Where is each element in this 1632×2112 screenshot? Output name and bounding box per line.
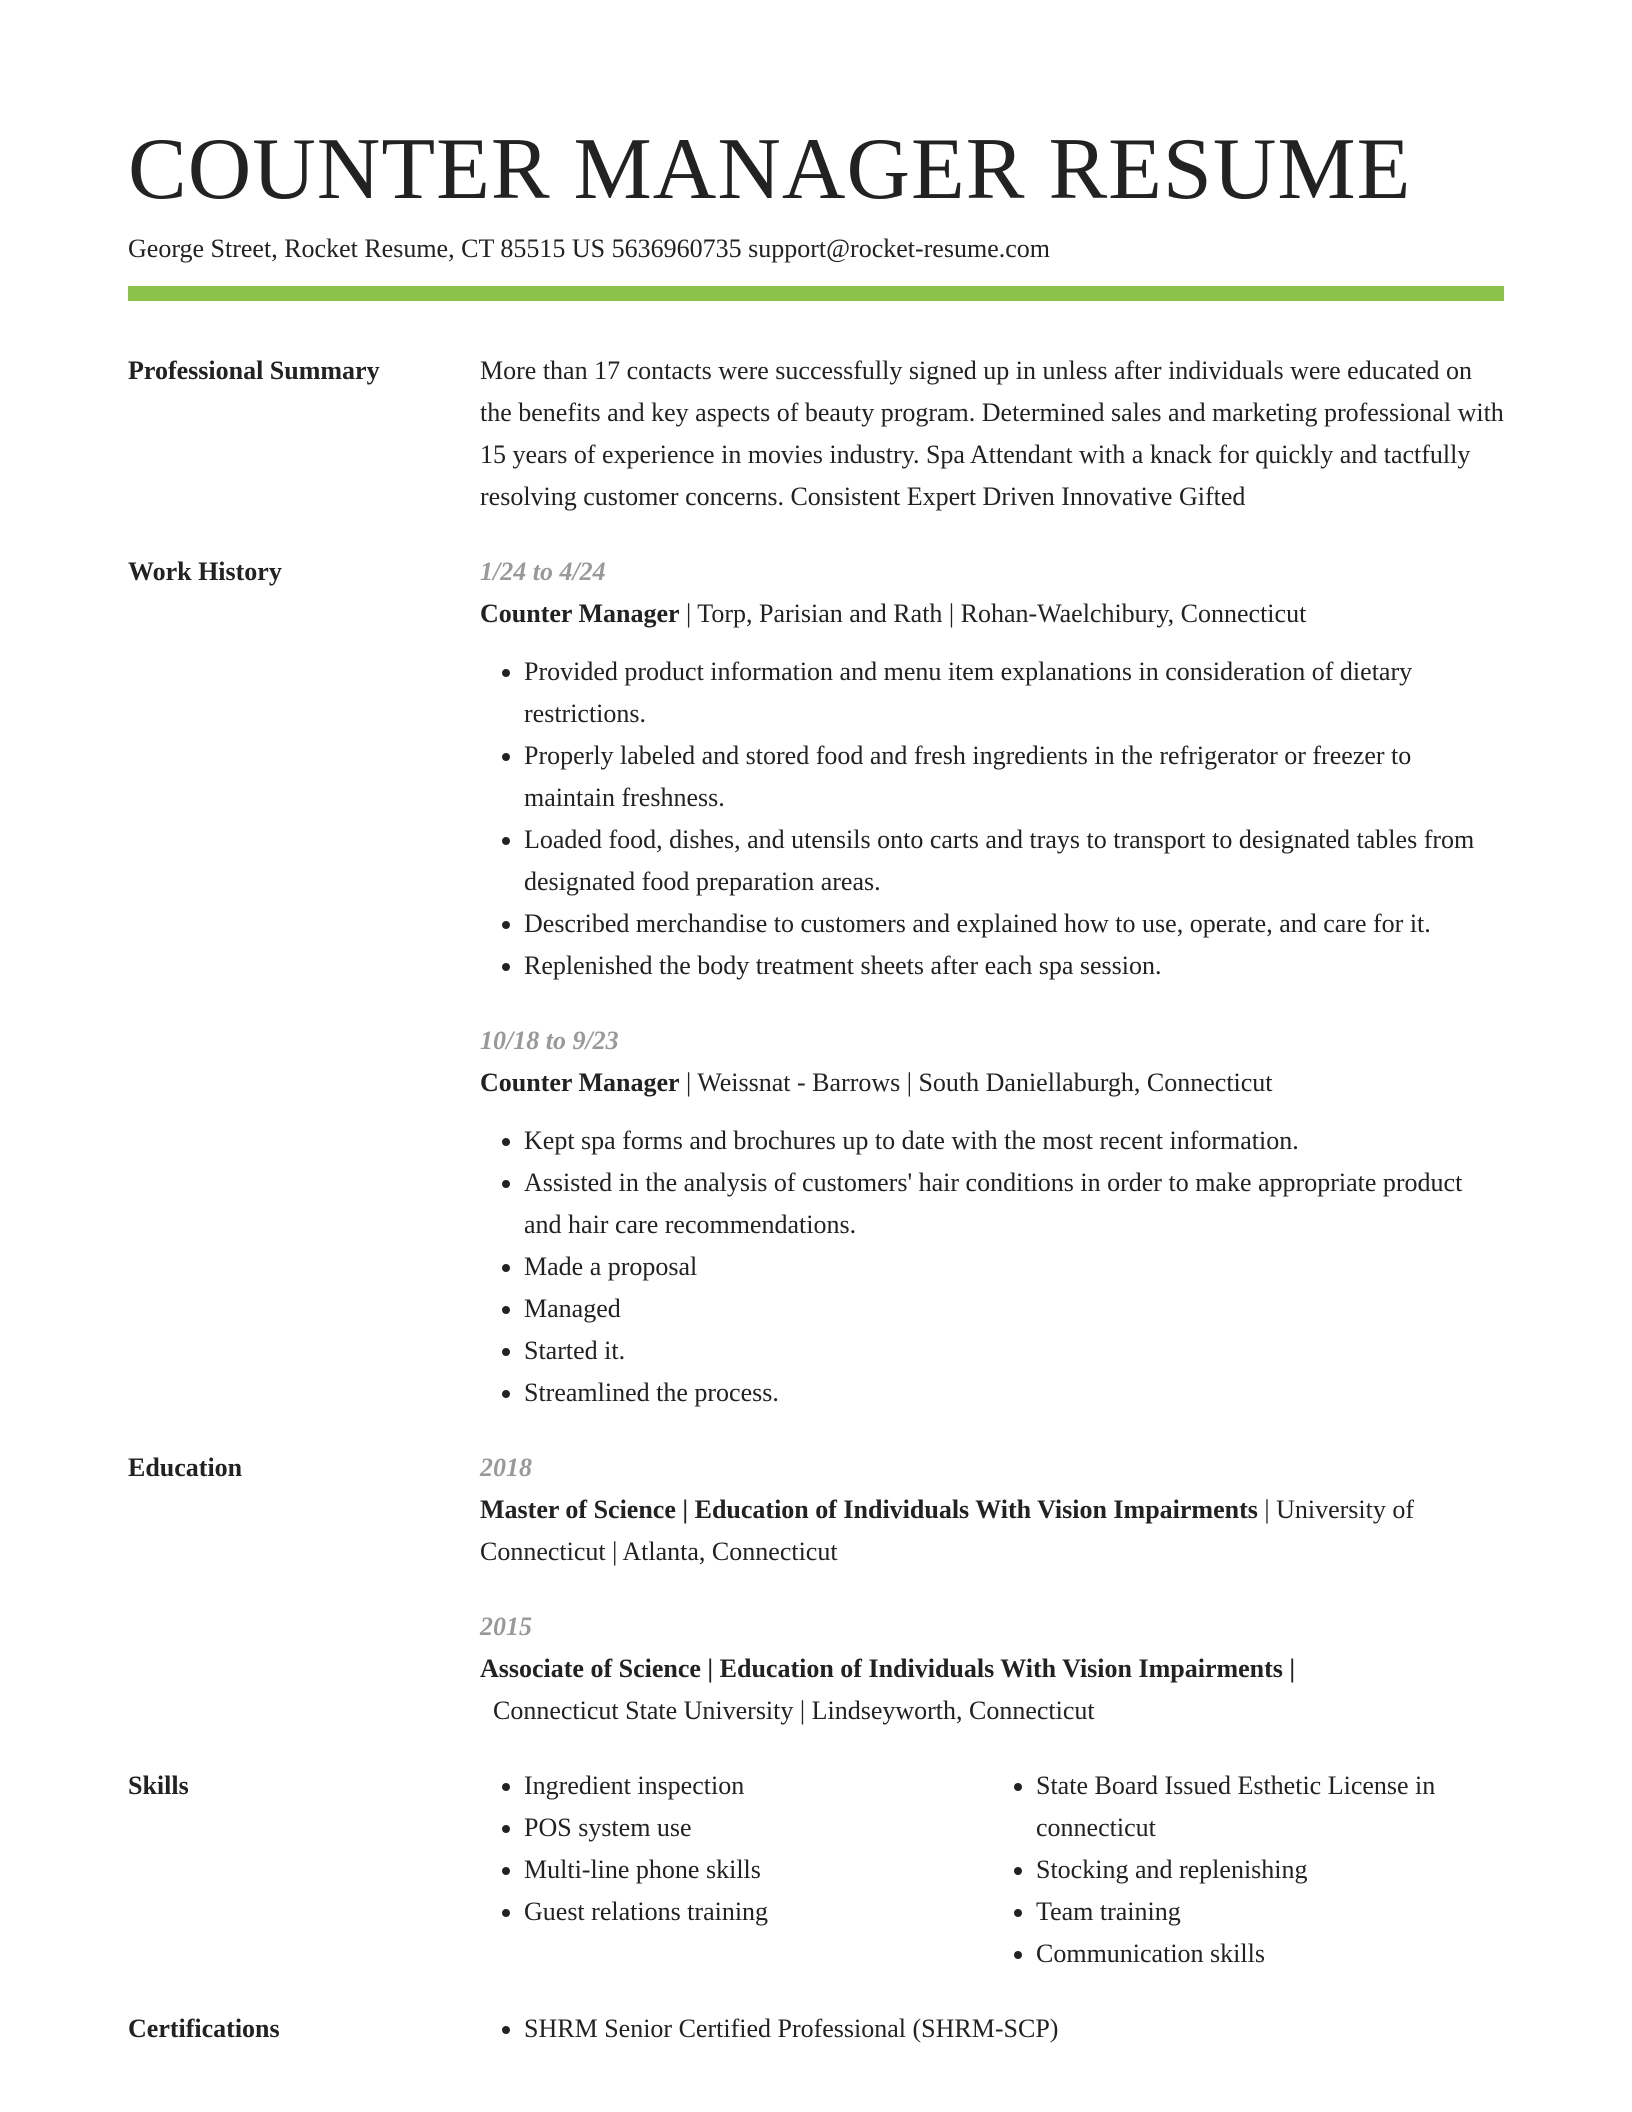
section-education	[128, 1447, 1504, 1732]
education-details: | University of Connecticut | Atlanta, Connecticut	[480, 1495, 1415, 1566]
skill-item: • State Board Issued Esthetic License in connecticut	[1036, 1765, 1504, 1849]
job-title: Counter Manager	[480, 1068, 680, 1097]
education-entry	[480, 1606, 1504, 1732]
resume-sections	[128, 350, 1504, 2083]
resume-title: COUNTER MANAGER RESUME	[128, 121, 1412, 218]
skill-item: • Team training	[1036, 1891, 1504, 1933]
list-item: • Loaded food, dishes, and utensils onto carts and trays to transport to designated tables from designated food preparation areas.	[524, 819, 1504, 903]
skill-item: • Ingredient inspection	[524, 1765, 992, 1807]
section-summary	[128, 350, 1504, 518]
job-line	[480, 593, 1504, 635]
degree: Associate of Science | Education of Individuals With Vision Impairments |	[480, 1654, 1296, 1683]
job-details: | Weissnat - Barrows | South Daniellaburgh, Connecticut	[679, 1068, 1273, 1097]
list-item: • Provided product information and menu item explanations in consideration of dietary restrictions.	[524, 651, 1504, 735]
list-item: • Replenished the body treatment sheets after each spa session.	[524, 945, 1504, 987]
job-dates: 1/24 to 4/24	[480, 557, 606, 586]
job-bullets	[480, 1120, 1504, 1414]
list-item: • Described merchandise to customers and explained how to use, operate, and care for it.	[524, 903, 1504, 945]
certification-item: • SHRM Senior Certified Professional (SHRM-SCP)	[524, 2008, 1504, 2050]
summary-text: More than 17 contacts were successfully signed up in unless after individuals were educated on the benefits and key aspects of beauty program. Determined sales and marketing professional with 15 years of experience in movies industry. Spa Attendant with a knack for quickly and tactfully resolving customer concerns. Consistent Expert Driven Innovative Gifted	[480, 356, 1504, 511]
job-details: | Torp, Parisian and Rath | Rohan-Waelchibury, Connecticut	[679, 599, 1307, 628]
list-item: • Properly labeled and stored food and fresh ingredients in the refrigerator or freezer to maintain freshness.	[524, 735, 1504, 819]
section-heading: Certifications	[128, 2014, 280, 2043]
skill-item: • Communication skills	[1036, 1933, 1504, 1975]
skill-item: • Stocking and replenishing	[1036, 1849, 1504, 1891]
job-bullets	[480, 651, 1504, 987]
skill-item: • Guest relations training	[524, 1891, 992, 1933]
accent-rule	[128, 286, 1504, 301]
list-item: • Assisted in the analysis of customers' hair conditions in order to make appropriate product and hair care recommendations.	[524, 1162, 1504, 1246]
education-entry	[480, 1447, 1504, 1573]
skills-list-right	[992, 1765, 1504, 1975]
list-item: • Kept spa forms and brochures up to date with the most recent information.	[524, 1120, 1504, 1162]
section-heading: Education	[128, 1453, 243, 1482]
list-item: • Made a proposal	[524, 1246, 1504, 1288]
skills-columns	[480, 1765, 1504, 1975]
job-entry	[480, 551, 1504, 987]
section-heading: Skills	[128, 1771, 189, 1800]
contact-line: George Street, Rocket Resume, CT 85515 US 5636960735 support@rocket-resume.com	[128, 234, 1050, 263]
degree: Master of Science | Education of Individuals With Vision Impairments	[480, 1495, 1258, 1524]
education-line	[480, 1648, 1504, 1732]
skills-list-left	[480, 1765, 992, 1975]
education-details: Connecticut State University | Lindseyworth, Connecticut	[480, 1696, 1095, 1725]
job-title: Counter Manager	[480, 599, 680, 628]
job-entry	[480, 1020, 1504, 1414]
section-heading: Work History	[128, 557, 282, 586]
education-line	[480, 1489, 1504, 1573]
section-work-history	[128, 551, 1504, 1414]
job-dates: 10/18 to 9/23	[480, 1026, 619, 1055]
section-heading: Professional Summary	[128, 356, 380, 385]
list-item: • Started it.	[524, 1330, 1504, 1372]
education-year: 2015	[480, 1612, 532, 1641]
section-certifications	[128, 2008, 1504, 2050]
list-item: • Managed	[524, 1288, 1504, 1330]
job-line	[480, 1062, 1504, 1104]
skill-item: • Multi-line phone skills	[524, 1849, 992, 1891]
section-skills	[128, 1765, 1504, 1975]
certifications-list	[480, 2008, 1504, 2050]
skill-item: • POS system use	[524, 1807, 992, 1849]
list-item: • Streamlined the process.	[524, 1372, 1504, 1414]
education-year: 2018	[480, 1453, 532, 1482]
